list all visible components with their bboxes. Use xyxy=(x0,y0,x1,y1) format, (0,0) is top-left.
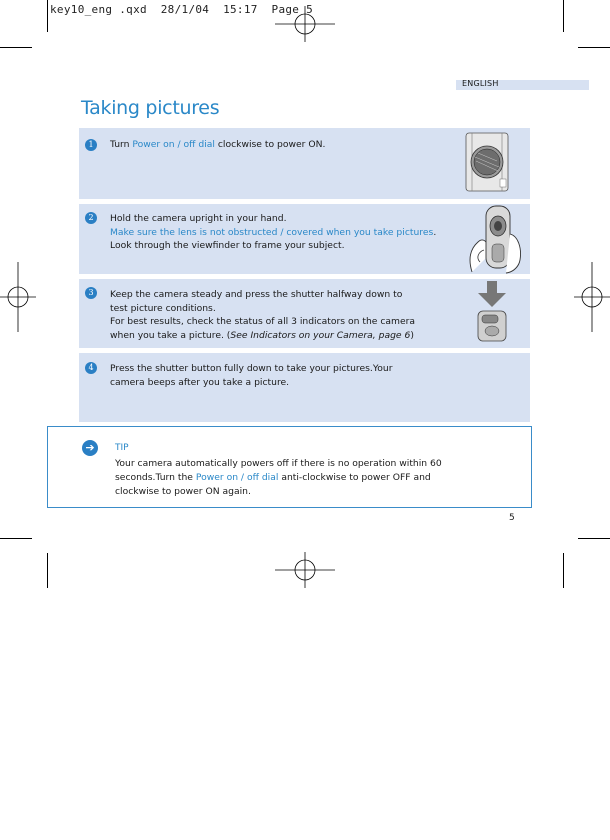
cross-reference: See Indicators on your Camera, page 6 xyxy=(230,329,411,341)
step-number-badge: 3 xyxy=(85,287,97,299)
step-text: Turn Power on / off dial clockwise to power ON. xyxy=(110,139,326,150)
hand-holding-camera-illustration xyxy=(464,204,526,274)
step-text: Press the shutter button fully down to take your pictures.Your camera beeps after you take a picture. xyxy=(110,363,393,388)
tip-label: TIP xyxy=(115,443,129,453)
power-dial-illustration xyxy=(464,131,510,193)
shutter-press-illustration xyxy=(472,279,512,343)
step-number-badge: 4 xyxy=(85,362,97,374)
print-slug: key10_eng .qxd 28/1/04 15:17 Page 5 xyxy=(50,3,314,16)
lens-warning: Make sure the lens is not obstructed / covered when you take pictures xyxy=(110,226,434,238)
tip-text: Your camera automatically powers off if there is no operation within 60 seconds.Turn the Power on / off dial anti-clockwise to power OFF and clockwise to power ON again. xyxy=(115,458,442,497)
highlight-term: Power on / off dial xyxy=(195,472,279,483)
arrow-right-icon: ➔ xyxy=(82,440,98,456)
registration-mark-bottom xyxy=(275,552,335,588)
step-number-badge: 1 xyxy=(85,139,97,151)
tip-box xyxy=(47,426,532,508)
step-1 xyxy=(79,128,530,199)
step-2 xyxy=(79,204,530,274)
step-text: Hold the camera upright in your hand. Make sure the lens is not obstructed / covered when you take pictures. Look through the viewfinder to frame your subject. xyxy=(110,213,437,251)
registration-mark-right xyxy=(574,262,610,332)
step-number-badge: 2 xyxy=(85,212,97,224)
page-number: 5 xyxy=(509,513,515,523)
registration-mark-left xyxy=(0,262,36,332)
step-4 xyxy=(79,353,530,422)
page-title: Taking pictures xyxy=(81,97,220,119)
language-tag: ENGLISH xyxy=(462,79,499,88)
registration-mark-top xyxy=(275,6,335,42)
step-3 xyxy=(79,279,530,348)
highlight-term: Power on / off dial xyxy=(132,139,215,150)
step-text: Keep the camera steady and press the shutter halfway down to test picture conditions. For best results, check the status of all 3 indicators on the camera when you take a picture. (See Indicators on your Camera, page 6) xyxy=(110,289,416,341)
